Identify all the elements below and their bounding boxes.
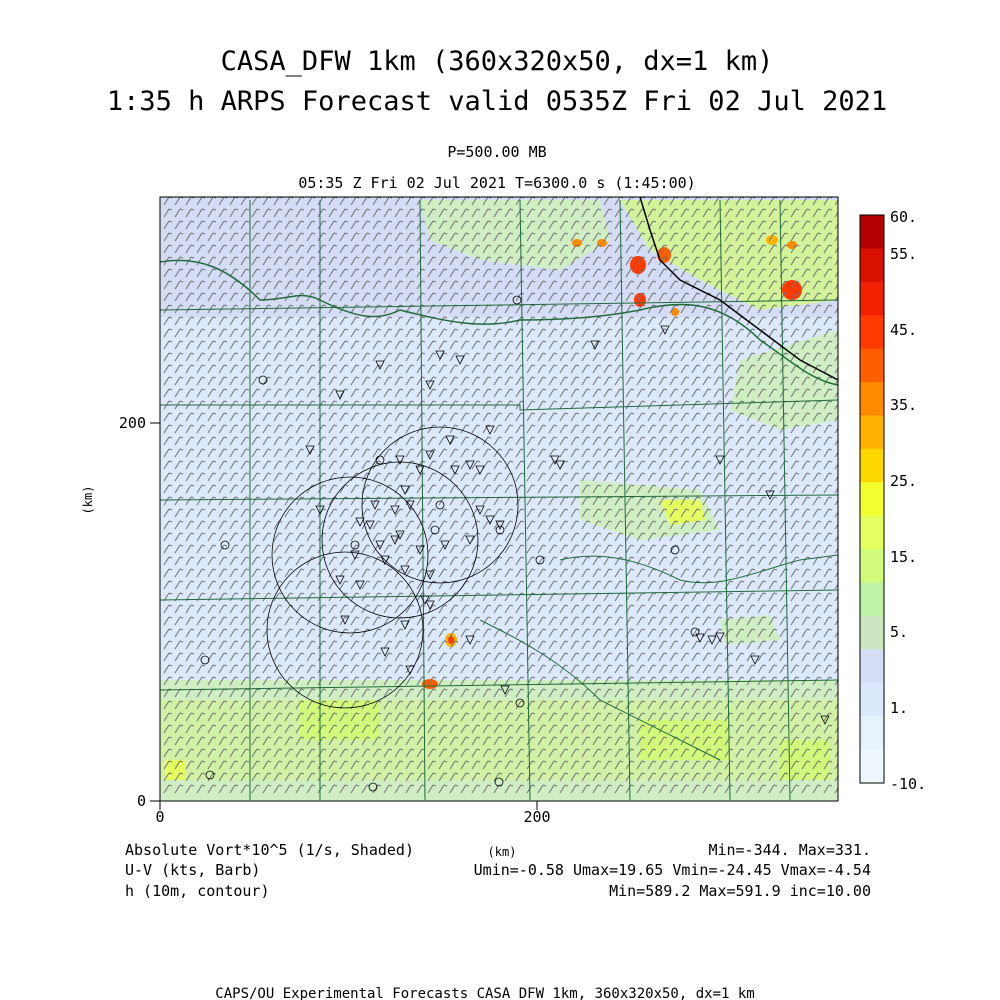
footer-x-unit: (km)	[487, 845, 517, 859]
colorbar-swatch	[860, 215, 884, 249]
title-line-1: CASA_DFW 1km (360x320x50, dx=1 km)	[220, 46, 774, 77]
colorbar-swatch	[860, 750, 884, 784]
y-tick-label-200: 200	[118, 414, 146, 432]
colorbar-swatch	[860, 449, 884, 483]
colorbar-label-1: 1.	[890, 699, 909, 717]
stat-wind: Umin=-0.58 Umax=19.65 Vmin=-24.45 Vmax=-4.54	[473, 861, 871, 879]
colorbar-swatch	[860, 382, 884, 416]
colorbar-swatch	[860, 282, 884, 316]
colorbar-label-minus10: -10.	[890, 775, 927, 793]
colorbar	[860, 215, 884, 784]
title-line-2: 1:35 h ARPS Forecast valid 0535Z Fri 02 Jul 2021	[106, 86, 888, 117]
stat-height: Min=589.2 Max=591.9 inc=10.00	[609, 882, 871, 900]
x-axis	[155, 801, 550, 826]
colorbar-label-5: 5.	[890, 623, 909, 641]
credit-line: CAPS/OU Experimental Forecasts CASA DFW 1km, 360x320x50, dx=1 km	[215, 986, 755, 1000]
colorbar-swatch	[860, 516, 884, 550]
level-label: P=500.00 MB	[447, 143, 547, 161]
colorbar-label-25: 25.	[890, 472, 918, 490]
time-label: 05:35 Z Fri 02 Jul 2021 T=6300.0 s (1:45:00)	[298, 174, 696, 192]
colorbar-swatch	[860, 349, 884, 383]
stat-vorticity: Min=-344. Max=331.	[708, 841, 871, 859]
colorbar-swatch	[860, 649, 884, 683]
colorbar-label-35: 35.	[890, 396, 918, 414]
colorbar-swatch	[860, 616, 884, 650]
y-axis-label: (km)	[81, 485, 95, 515]
legend-vorticity: Absolute Vort*10^5 (1/s, Shaded)	[125, 841, 414, 859]
legend-wind: U-V (kts, Barb)	[125, 861, 261, 879]
colorbar-swatch	[860, 248, 884, 282]
x-tick-label-200: 200	[523, 808, 551, 826]
colorbar-swatch	[860, 315, 884, 349]
colorbar-swatch	[860, 482, 884, 516]
colorbar-label-15: 15.	[890, 548, 918, 566]
colorbar-labels	[890, 208, 926, 793]
colorbar-swatch	[860, 716, 884, 750]
colorbar-label-45: 45.	[890, 321, 918, 339]
legend-height: h (10m, contour)	[125, 882, 270, 900]
colorbar-swatch	[860, 549, 884, 583]
colorbar-label-60: 60.	[890, 208, 918, 226]
y-axis	[81, 414, 160, 810]
colorbar-swatch	[860, 683, 884, 717]
colorbar-label-55: 55.	[890, 245, 918, 263]
colorbar-swatch	[860, 583, 884, 617]
map-panel	[160, 197, 843, 801]
x-tick-label-0: 0	[155, 808, 165, 826]
footer-legend	[125, 841, 871, 900]
colorbar-swatch	[860, 415, 884, 449]
y-tick-label-0: 0	[136, 792, 146, 810]
